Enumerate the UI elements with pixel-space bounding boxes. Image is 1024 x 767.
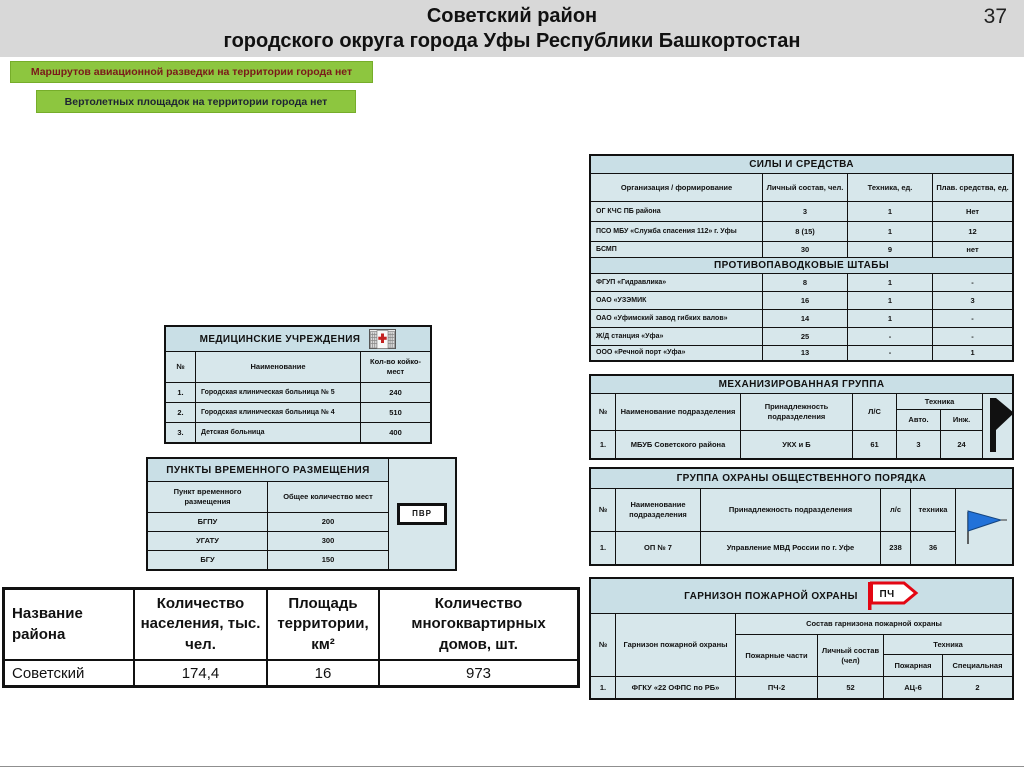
table-cell: МБУБ Советского района <box>616 431 741 459</box>
row-label: Городская клиническая больница № 4 <box>196 403 361 423</box>
table-cell: АЦ-6 <box>884 677 943 699</box>
column-header: Название района <box>4 589 134 660</box>
table-cell: 1 <box>848 292 933 310</box>
row-label: ФГУП «Гидравлика» <box>591 274 763 292</box>
table-cell: 36 <box>911 532 956 565</box>
pvr-badge-cell <box>389 459 456 570</box>
column-header: Плав. средства, ед. <box>933 174 1013 202</box>
table-cell: 174,4 <box>134 660 267 686</box>
fire-garrison-title: ГАРНИЗОН ПОЖАРНОЙ ОХРАНЫ <box>684 590 858 602</box>
black-flag-cell <box>983 394 1013 459</box>
table-cell: 1. <box>591 532 616 565</box>
table-cell: 2 <box>943 677 1013 699</box>
table-cell: 1. <box>166 383 196 403</box>
column-header: Количество населения, тыс. чел. <box>134 589 267 660</box>
table-cell: 3 <box>933 292 1013 310</box>
table-cell: 30 <box>763 242 848 258</box>
table-cell: - <box>933 310 1013 328</box>
column-header: Пожарная <box>884 655 943 677</box>
table-cell: 16 <box>267 660 379 686</box>
column-header: Л/С <box>853 394 897 431</box>
accommodation-table <box>147 458 456 570</box>
column-header: Кол-во койко-мест <box>361 352 431 383</box>
blue-flag-cell <box>956 489 1013 565</box>
column-header: Пожарные части <box>736 635 818 677</box>
table-cell: 1 <box>848 202 933 222</box>
blue-flag-icon <box>961 504 1007 546</box>
column-header: Площадь территории, км² <box>267 589 379 660</box>
table-cell: 973 <box>379 660 578 686</box>
pvr-badge: ПВР <box>397 503 447 525</box>
public-order-group-table <box>590 468 1013 565</box>
table-cell: Управление МВД России по г. Уфе <box>701 532 881 565</box>
column-header: Состав гарнизона пожарной охраны <box>736 614 1013 635</box>
row-label: ОГ КЧС ПБ района <box>591 202 763 222</box>
row-label: ОАО «Уфимский завод гибких валов» <box>591 310 763 328</box>
table-cell: - <box>848 328 933 346</box>
table-cell: 8 (15) <box>763 222 848 242</box>
column-header: Организация / формирование <box>591 174 763 202</box>
table-cell: 510 <box>361 403 431 423</box>
column-header: Техника, ед. <box>848 174 933 202</box>
table-cell: 3 <box>763 202 848 222</box>
column-header: Специальная <box>943 655 1013 677</box>
mechanized-group-title: МЕХАНИЗИРОВАННАЯ ГРУППА <box>591 376 1013 394</box>
row-label: Детская больница <box>196 423 361 443</box>
column-header: Количество многоквартирных домов, шт. <box>379 589 578 660</box>
column-header: Авто. <box>897 410 941 431</box>
column-header: Наименование <box>196 352 361 383</box>
table-cell: 1 <box>848 310 933 328</box>
forces-table-title: СИЛЫ И СРЕДСТВА <box>591 156 1013 174</box>
table-cell: 2. <box>166 403 196 423</box>
page-number: 37 <box>983 5 1007 28</box>
column-header: Техника <box>884 635 1013 655</box>
table-cell: - <box>933 274 1013 292</box>
column-header: № <box>591 394 616 431</box>
fire-station-flag-icon <box>867 580 919 612</box>
table-cell: 200 <box>268 513 389 532</box>
column-header: Наименование подразделения <box>616 394 741 431</box>
page-title <box>0 0 1024 54</box>
table-cell: УГАТУ <box>148 532 268 551</box>
table-cell: 14 <box>763 310 848 328</box>
accommodation-table-title: ПУНКТЫ ВРЕМЕННОГО РАЗМЕЩЕНИЯ <box>148 459 389 482</box>
flood-section-title: ПРОТИВОПАВОДКОВЫЕ ШТАБЫ <box>591 258 1013 274</box>
table-cell: 25 <box>763 328 848 346</box>
table-cell: 1. <box>591 431 616 459</box>
medical-table-title: МЕДИЦИНСКИЕ УЧРЕЖДЕНИЯ <box>199 333 361 345</box>
table-cell: 150 <box>268 551 389 570</box>
public-order-group-title: ГРУППА ОХРАНЫ ОБЩЕСТВЕННОГО ПОРЯДКА <box>591 469 1013 489</box>
table-cell: 238 <box>881 532 911 565</box>
table-cell: 3 <box>897 431 941 459</box>
column-header: техника <box>911 489 956 532</box>
column-header: Наименование подразделения <box>616 489 701 532</box>
column-header: № <box>591 614 616 677</box>
table-cell: Нет <box>933 202 1013 222</box>
table-cell: 3. <box>166 423 196 443</box>
table-cell: 52 <box>818 677 884 699</box>
banner-air-recon-label: Маршрутов авиационной разведки на территории города нет <box>30 66 353 78</box>
column-header: л/с <box>881 489 911 532</box>
medical-table <box>165 326 431 443</box>
forces-table <box>590 155 1013 361</box>
table-cell: 240 <box>361 383 431 403</box>
banner-heliports-label: Вертолетных площадок на территории города нет <box>64 95 328 108</box>
page-title-line2: городского округа города Уфы Республики Башкортостан <box>223 30 801 52</box>
table-cell: УКХ и Б <box>741 431 853 459</box>
fire-flag-label: ПЧ <box>879 589 895 600</box>
row-label: Городская клиническая больница № 5 <box>196 383 361 403</box>
column-header: Личный состав (чел) <box>818 635 884 677</box>
column-header: Техника <box>897 394 983 410</box>
table-cell: - <box>848 346 933 361</box>
table-cell: 1 <box>933 346 1013 361</box>
table-cell: 16 <box>763 292 848 310</box>
column-header: Принадлежность подразделения <box>701 489 881 532</box>
column-header: Личный состав, чел. <box>763 174 848 202</box>
row-label: БСМП <box>591 242 763 258</box>
row-label: ООО «Речной порт «Уфа» <box>591 346 763 361</box>
fire-garrison-table <box>590 578 1013 699</box>
table-cell: 12 <box>933 222 1013 242</box>
table-cell: 9 <box>848 242 933 258</box>
column-header: № <box>591 489 616 532</box>
table-cell: 400 <box>361 423 431 443</box>
table-cell: 1. <box>591 677 616 699</box>
mechanized-group-table <box>590 375 1013 459</box>
banner-air-recon <box>10 61 373 83</box>
row-label: ОАО «УЗЭМИК <box>591 292 763 310</box>
black-flag-icon <box>986 396 1013 454</box>
table-cell: БГПУ <box>148 513 268 532</box>
column-header: № <box>166 352 196 383</box>
district-summary-table <box>3 588 579 687</box>
column-header: Принадлежность подразделения <box>741 394 853 431</box>
header-bar <box>0 0 1024 57</box>
table-cell: ФГКУ «22 ОФПС по РБ» <box>616 677 736 699</box>
page-title-line1: Советский район <box>426 5 598 27</box>
table-cell: нет <box>933 242 1013 258</box>
table-cell: 1 <box>848 274 933 292</box>
table-cell: ПЧ-2 <box>736 677 818 699</box>
medical-table-title-cell <box>166 327 431 352</box>
table-cell: 1 <box>848 222 933 242</box>
table-cell: 61 <box>853 431 897 459</box>
column-header: Инж. <box>941 410 983 431</box>
table-cell: - <box>933 328 1013 346</box>
column-header: Общее количество мест <box>268 482 389 513</box>
column-header: Пункт временного размещения <box>148 482 268 513</box>
row-label: ПСО МБУ «Служба спасения 112» г. Уфы <box>591 222 763 242</box>
table-cell: БГУ <box>148 551 268 570</box>
table-cell: ОП № 7 <box>616 532 701 565</box>
row-label: Ж/Д станция «Уфа» <box>591 328 763 346</box>
district-name: Советский <box>4 660 134 686</box>
table-cell: 300 <box>268 532 389 551</box>
table-cell: 24 <box>941 431 983 459</box>
fire-garrison-title-cell <box>591 579 1013 614</box>
column-header: Гарнизон пожарной охраны <box>616 614 736 677</box>
hospital-icon <box>369 329 396 349</box>
banner-heliports <box>36 90 356 113</box>
table-cell: 13 <box>763 346 848 361</box>
table-cell: 8 <box>763 274 848 292</box>
